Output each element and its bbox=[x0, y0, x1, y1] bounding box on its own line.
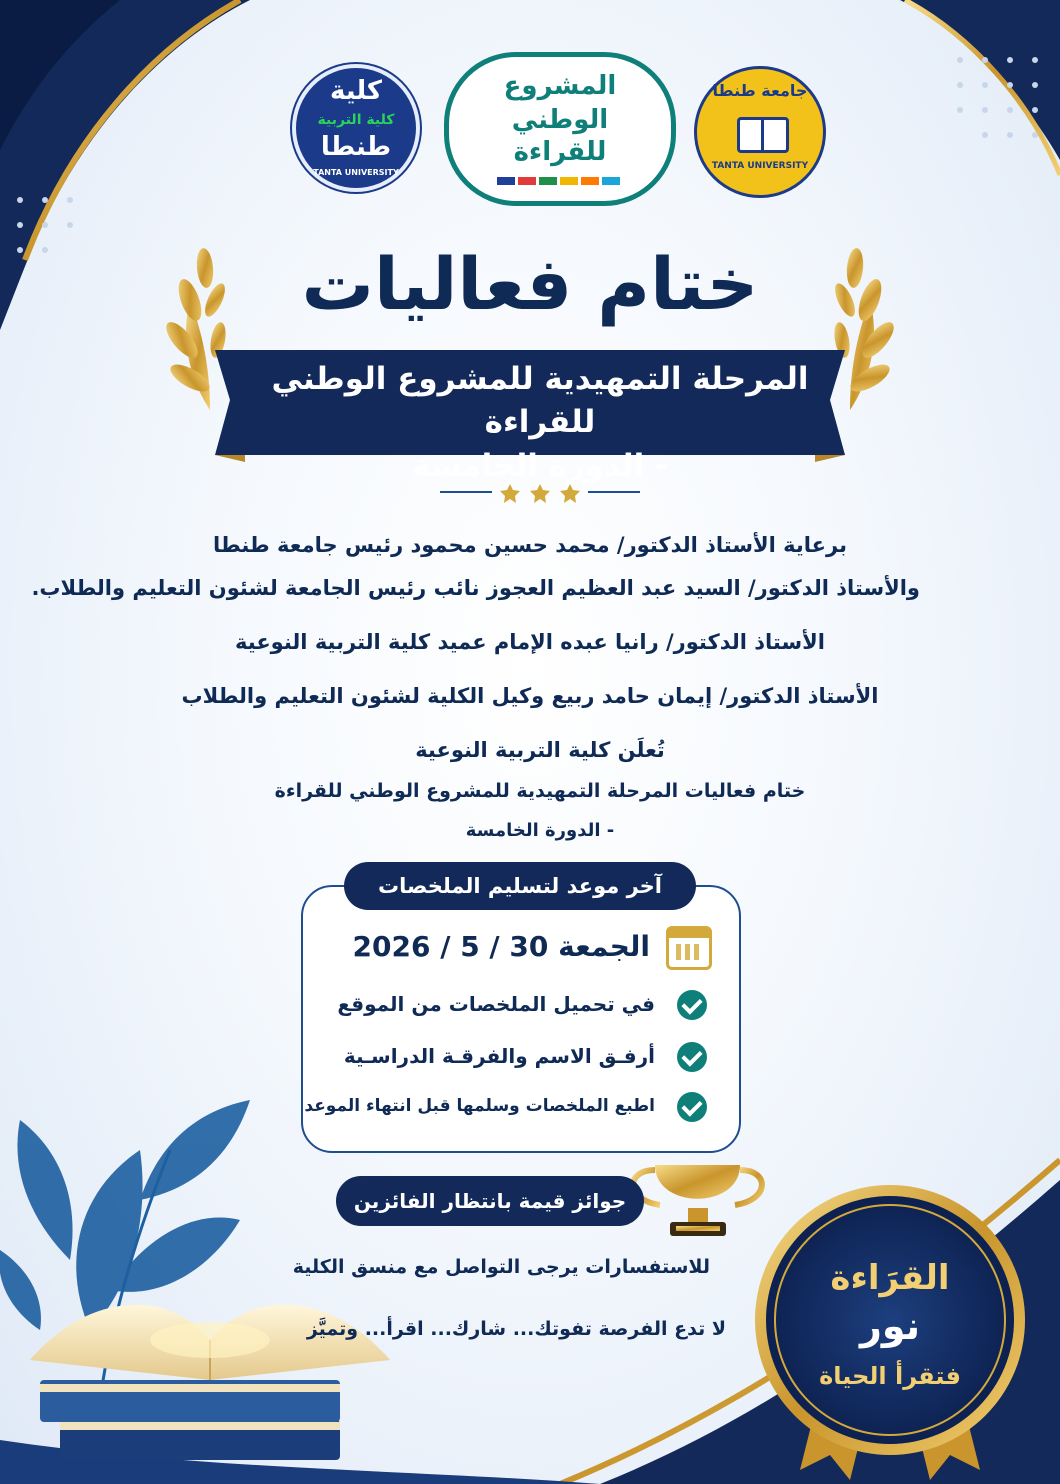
slogan-text: لا تدع الفرصة تفوتك... شارك... اقرأ... وتميَّز bbox=[306, 1318, 726, 1340]
ribbon-line1: المرحلة التمهيدية للمشروع الوطني للقراءة bbox=[271, 361, 809, 441]
step-1: في تحميل الملخصات من الموقع bbox=[337, 992, 655, 1016]
patronage-line-4: الأستاذ الدكتور/ إيمان حامد ربيع وكيل الكلية لشئون التعليم والطلاب bbox=[181, 684, 879, 708]
trophy-icon bbox=[650, 1160, 750, 1240]
color-bar-segment bbox=[497, 177, 515, 185]
contact-text: للاستفسارات يرجى التواصل مع منسق الكلية bbox=[292, 1256, 710, 1278]
faculty-logo-top-text: كلية bbox=[329, 76, 383, 106]
reading-logo-line2: الوطني bbox=[511, 105, 609, 135]
faculty-logo-bottom-text: طنطا bbox=[320, 132, 392, 162]
announcement-line-1: تُعلَن كلية التربية النوعية bbox=[415, 738, 665, 762]
color-bar-segment bbox=[581, 177, 599, 185]
step-2: أرفـق الاسم والفرقـة الدراسـية bbox=[343, 1044, 655, 1068]
prizes-pill: جوائز قيمة بانتظار الفائزين bbox=[336, 1176, 644, 1226]
announcement-line-2: ختام فعاليات المرحلة التمهيدية للمشروع الوطني للقراءة bbox=[274, 780, 806, 802]
faculty-logo-ring-text: TANTA UNIVERSITY bbox=[313, 168, 399, 177]
book-icon bbox=[737, 117, 789, 153]
badge-line-2: نور bbox=[860, 1304, 920, 1348]
check-icon bbox=[677, 1092, 707, 1122]
main-title: ختام فعاليات bbox=[301, 242, 759, 326]
tanta-university-logo bbox=[694, 66, 826, 198]
step-3: اطبع الملخصات وسلمها قبل انتهاء الموعد bbox=[304, 1096, 655, 1116]
ribbon bbox=[250, 358, 830, 488]
ribbon-line2: - الدورة الخامسة bbox=[412, 447, 668, 484]
deadline-date: الجمعة 30 / 5 / 2026 bbox=[352, 930, 650, 963]
faculty-logo-middle-text: كلية التربية bbox=[317, 112, 395, 128]
color-bar-segment bbox=[518, 177, 536, 185]
check-icon bbox=[677, 1042, 707, 1072]
check-icon bbox=[677, 990, 707, 1020]
badge-line-3: فتقرأ الحياة bbox=[819, 1362, 961, 1390]
university-logo-ring-text: TANTA UNIVERSITY bbox=[711, 161, 809, 171]
patronage-line-2: والأستاذ الدكتور/ السيد عبد العظيم العجوز نائب رئيس الجامعة لشئون التعليم والطلاب. bbox=[31, 576, 920, 600]
reading-logo-line3: للقراءة bbox=[513, 137, 607, 167]
deadline-title-pill: آخر موعد لتسليم الملخصات bbox=[344, 862, 696, 910]
patronage-line-1: برعاية الأستاذ الدكتور/ محمد حسين محمود رئيس جامعة طنطا bbox=[213, 533, 847, 557]
calendar-icon bbox=[666, 926, 712, 970]
reading-project-logo bbox=[444, 52, 676, 206]
reading-logo-color-bar bbox=[497, 177, 623, 185]
university-logo-top-text: جامعة طنطا bbox=[712, 81, 808, 100]
announcement-line-3: - الدورة الخامسة bbox=[465, 820, 615, 841]
patronage-line-3: الأستاذ الدكتور/ رانيا عبده الإمام عميد كلية التربية النوعية bbox=[235, 630, 825, 654]
reading-logo-line1: المشروع bbox=[503, 71, 617, 101]
color-bar-segment bbox=[560, 177, 578, 185]
color-bar-segment bbox=[602, 177, 620, 185]
color-bar-segment bbox=[539, 177, 557, 185]
badge-line-1: القرَاءة bbox=[830, 1258, 950, 1298]
faculty-logo bbox=[292, 64, 420, 192]
